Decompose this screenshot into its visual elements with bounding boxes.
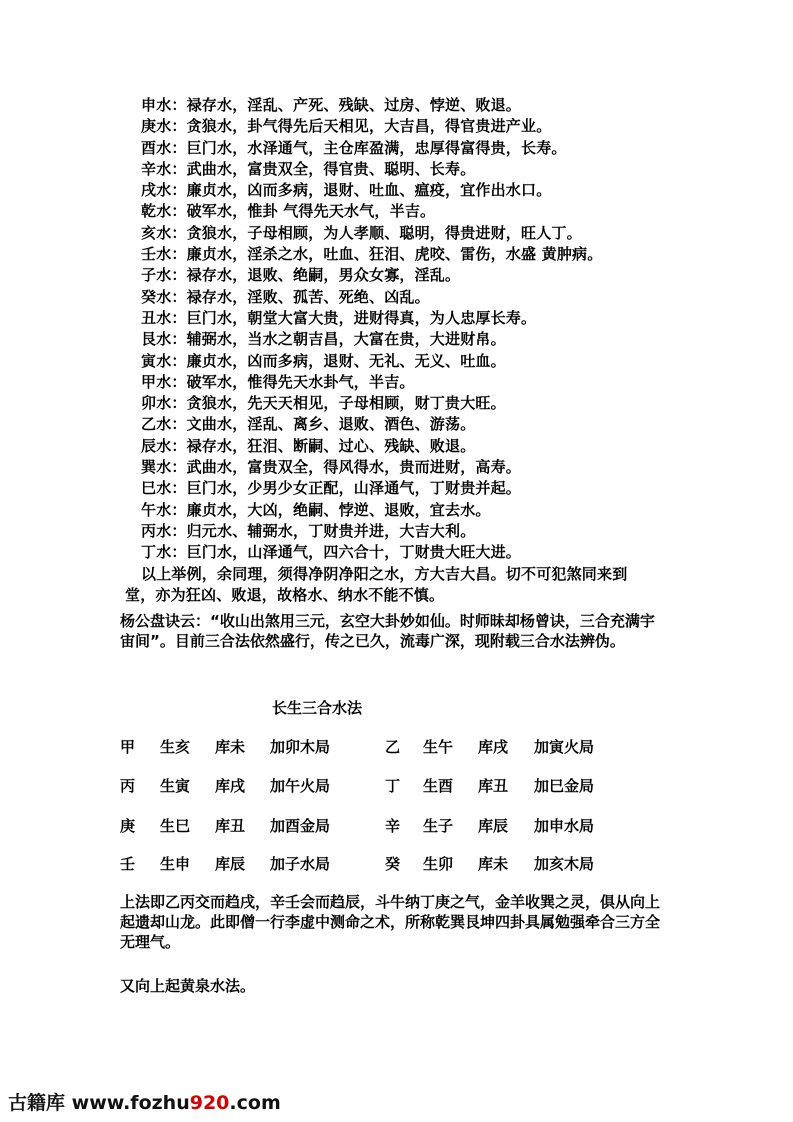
entry-line: 甲水：破军水，惟得先天水卦气，半吉。	[141, 372, 415, 391]
entry-line: 辰水：禄存水，狂泪、断嗣、过心、残缺、败退。	[141, 436, 476, 455]
entry-line: 乙水：文曲水，淫乱、离乡、退败、酒色、游荡。	[141, 415, 476, 434]
entry-line: 寅水：廉贞水，凶而多病，退财、无礼、无义、吐血。	[141, 351, 506, 370]
table-title: 长生三合水法	[272, 699, 363, 717]
table-cell: 丁	[385, 777, 401, 795]
entry-line: 酉水：巨门水，水泽通气，主仓库盈满，忠厚得富得贵，长寿。	[141, 138, 567, 157]
table-cell: 库未	[478, 855, 509, 873]
table-cell: 加子水局	[270, 855, 331, 873]
entry-line: 巳水：巨门水，少男少女正配，山泽通气，丁财贵并起。	[141, 479, 522, 498]
table-cell: 库丑	[215, 817, 246, 835]
water-entries-list	[125, 95, 681, 606]
table-cell: 加卯木局	[270, 738, 331, 756]
entry-line: 丁水：巨门水，山泽通气，四六合十，丁财贵大旺大进。	[141, 543, 522, 562]
table-cell: 癸	[385, 855, 401, 873]
footer-url-number: 920	[189, 1092, 230, 1114]
note-line: 以上举例，余同理，须得净阴净阳之水，方大吉大昌。切不可犯煞同来到	[141, 564, 628, 583]
table-cell: 辛	[385, 817, 401, 835]
entry-line: 辛水：武曲水，富贵双全，得官贵、聪明、长寿。	[141, 159, 476, 178]
explanation-paragraph: 上法即乙丙交而趋戌，辛壬会而趋辰，斗牛纳丁庚之气，金羊收巽之灵，俱从向上起遗却山龙。此即僧一行李虚中测命之术，所称乾巽艮坤四卦具属勉强牵合三方全无理气。	[120, 893, 661, 951]
entry-line: 丑水：巨门水，朝堂大富大贵，进财得真，为人忠厚长寿。	[141, 308, 537, 327]
table-row	[120, 815, 680, 837]
table-cell: 生子	[423, 817, 454, 835]
entry-line: 午水：廉贞水，大凶，绝嗣、悖逆、退败，宜去水。	[141, 500, 491, 519]
entry-line: 子水：禄存水，退败、绝嗣，男众女寡，淫乱。	[141, 266, 461, 285]
footer-url-prefix: www.fozhu	[71, 1092, 190, 1114]
table-row	[120, 853, 680, 875]
table-cell: 生亥	[160, 738, 191, 756]
table-cell: 生午	[423, 738, 454, 756]
table-cell: 加寅火局	[534, 738, 595, 756]
table-cell: 库辰	[215, 855, 246, 873]
table-row	[120, 736, 680, 758]
table-cell: 库未	[215, 738, 246, 756]
entry-line: 申水：禄存水，淫乱、产死、残缺、过房、悖逆、败退。	[141, 96, 522, 114]
table-cell: 生卯	[423, 855, 454, 873]
table-cell: 库丑	[478, 777, 509, 795]
footer-url-suffix: .com	[229, 1092, 281, 1114]
entry-line: 戌水：廉贞水，凶而多病，退财、吐血、瘟疫，宜作出水口。	[141, 181, 552, 200]
table-cell: 加酉金局	[270, 817, 331, 835]
entry-line: 庚水：贪狼水，卦气得先后天相见，大吉昌，得官贵进产业。	[141, 117, 552, 136]
footer-label: 古籍库	[8, 1092, 66, 1114]
closing-line: 又向上起黄泉水法。	[120, 977, 256, 995]
table-cell: 壬	[120, 855, 136, 873]
table-cell: 庚	[120, 817, 136, 835]
footer-url[interactable]	[72, 1092, 281, 1114]
table-cell: 乙	[385, 738, 401, 756]
entry-line: 乾水：破军水，惟卦 气得先天水气，半吉。	[141, 202, 436, 221]
table-cell: 加巳金局	[534, 777, 595, 795]
table-cell: 甲	[120, 738, 136, 756]
table-cell: 加申水局	[534, 817, 595, 835]
entry-line: 巽水：武曲水，富贵双全，得风得水，贵而进财，高寿。	[141, 458, 522, 477]
entry-line: 卯水：贪狼水，先天天相见，子母相顾，财丁贵大旺。	[141, 394, 506, 413]
entry-line: 亥水：贪狼水，子母相顾，为人孝顺、聪明，得贵进财，旺人丁。	[141, 223, 582, 242]
table-cell: 生巳	[160, 817, 191, 835]
entry-line: 癸水：禄存水，淫败、孤苦、死绝、凶乱。	[141, 287, 430, 306]
footer-watermark	[8, 1088, 281, 1115]
table-cell: 库辰	[478, 817, 509, 835]
table-cell: 库戌	[215, 777, 246, 795]
table-cell: 库戌	[478, 738, 509, 756]
entry-line: 壬水：廉贞水，淫杀之水，吐血、狂泪、虎咬、雷伤，水盛 黄肿病。	[141, 245, 603, 264]
quote-paragraph: 杨公盘诀云：“收山出煞用三元，玄空大卦妙如仙。时师昧却杨曾诀，三合充满宇宙间”。目前三合法依然盛行，传之已久，流毒广深，现附载三合水法辨伪。	[120, 612, 655, 650]
table-cell: 丙	[120, 777, 136, 795]
table-cell: 生酉	[423, 777, 454, 795]
entry-line: 丙水：归元水、辅弼水，丁财贵并进，大吉大利。	[141, 521, 476, 540]
table-row	[120, 775, 680, 797]
table-cell: 加午火局	[270, 777, 331, 795]
table-cell: 生申	[160, 855, 191, 873]
table-cell: 生寅	[160, 777, 191, 795]
note-line: 堂，亦为狂凶、败退，故格水、纳水不能不慎。	[125, 585, 445, 604]
table-cell: 加亥木局	[534, 855, 595, 873]
entry-line: 艮水：辅弼水，当水之朝吉昌，大富在贵，大进财帛。	[141, 330, 506, 349]
